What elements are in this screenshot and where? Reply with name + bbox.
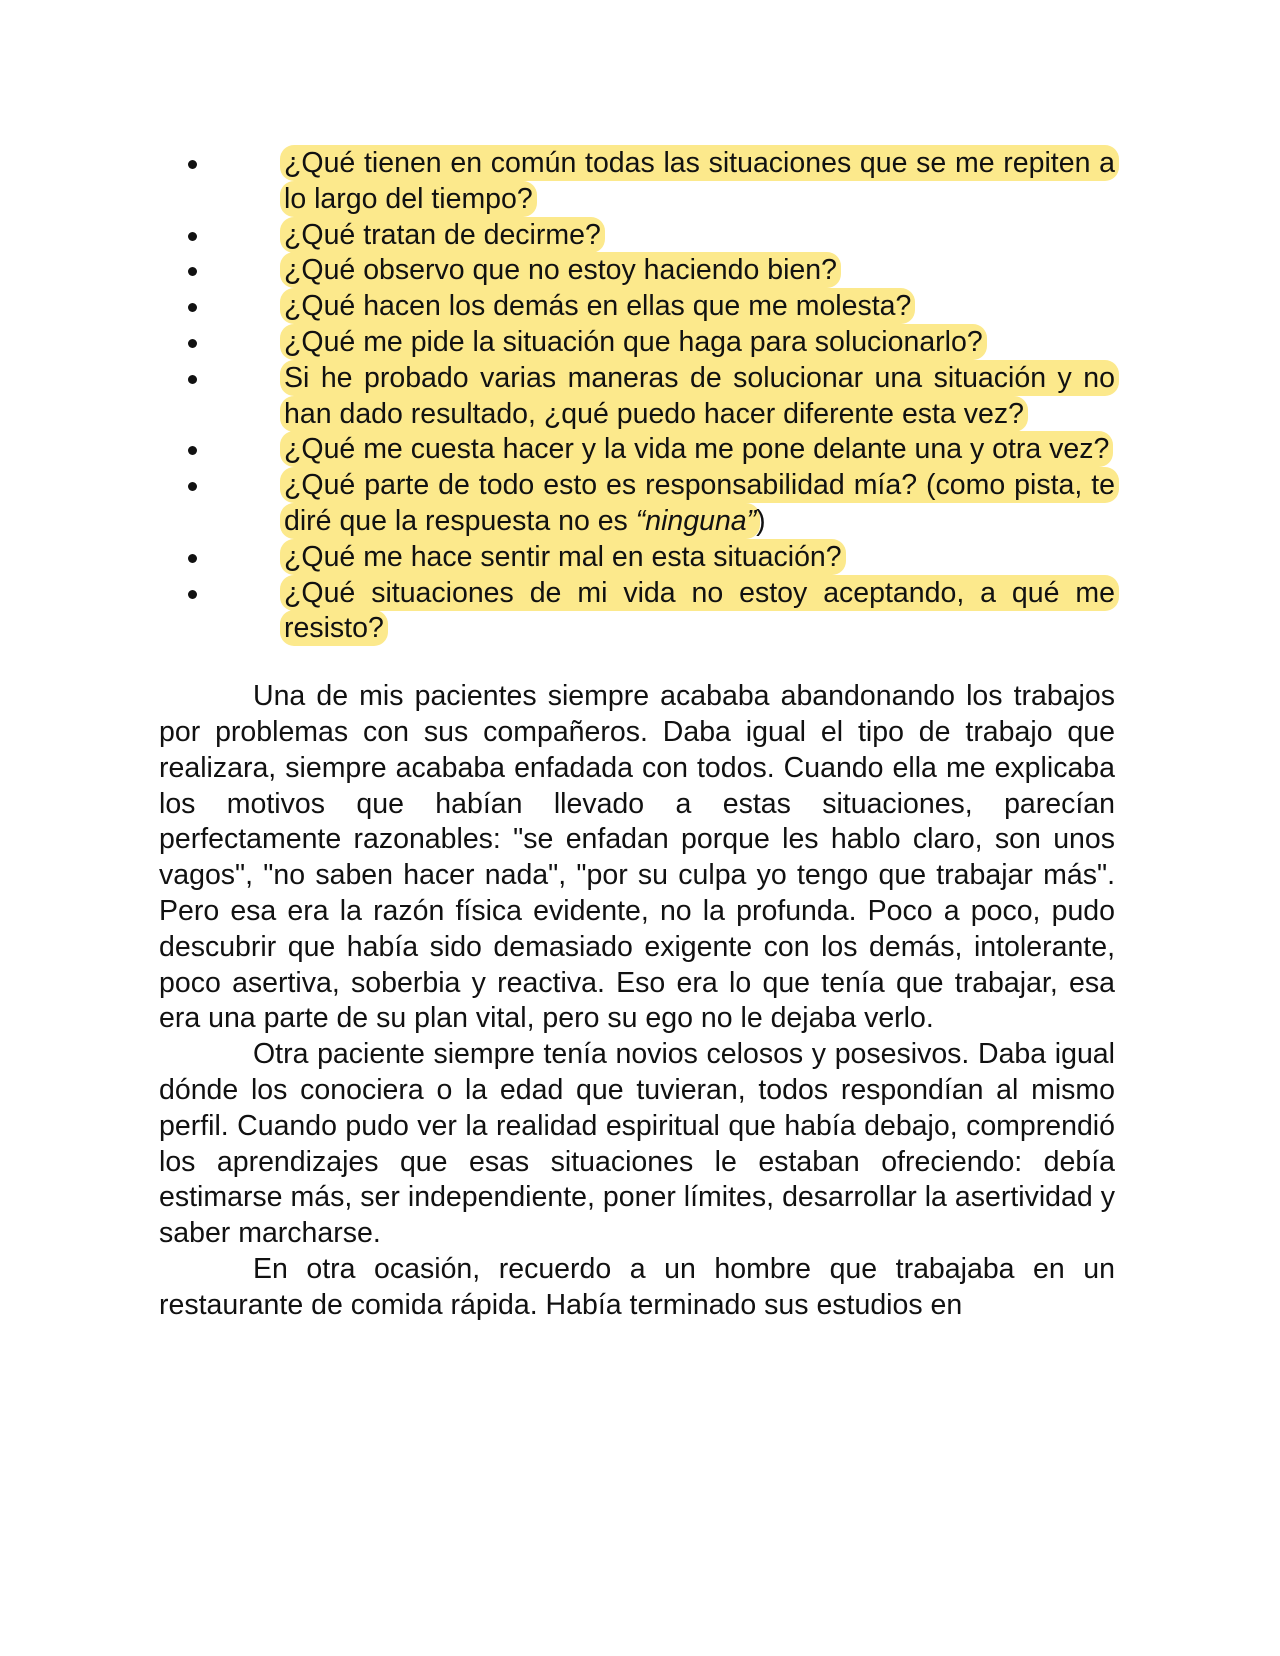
question-item bbox=[159, 540, 1115, 576]
question-emphasis: “ninguna” bbox=[635, 504, 757, 537]
document-page bbox=[159, 146, 1115, 1324]
bullet-icon bbox=[188, 160, 197, 169]
bullet-icon bbox=[188, 375, 197, 384]
question-item bbox=[159, 289, 1115, 325]
paragraph: En otra ocasión, recuerdo a un hombre que trabajaba en un restaurante de comida rápida. Había terminado sus estudios en bbox=[159, 1252, 1115, 1321]
question-text: ¿Qué hacen los demás en ellas que me molesta? bbox=[280, 288, 915, 324]
bullet-icon bbox=[188, 446, 197, 455]
question-text-end: ) bbox=[756, 504, 766, 537]
bullet-icon bbox=[188, 267, 197, 276]
question-list bbox=[159, 146, 1115, 647]
question-text-start: ¿Qué parte de todo esto es responsabilidad mía? (como pista, te diré que la respuesta no es bbox=[284, 469, 1115, 537]
bullet-icon bbox=[188, 590, 197, 599]
bullet-icon bbox=[188, 482, 197, 491]
question-item bbox=[159, 468, 1115, 540]
question-item bbox=[159, 432, 1115, 468]
paragraph: Otra paciente siempre tenía novios celosos y posesivos. Daba igual dónde los conociera o la edad que tuvieran, todos respondían al mismo perfil. Cuando pudo ver la realidad espiritual que había debajo, comprendió los aprendizajes que esas situaciones le estaban ofreciendo: debía estimarse más, ser independiente, poner límites, desarrollar la asertividad y saber marcharse. bbox=[159, 1038, 1115, 1250]
question-item bbox=[159, 361, 1115, 433]
paragraph: Una de mis pacientes siempre acababa abandonando los trabajos por problemas con sus compañeros. Daba igual el tipo de trabajo que realizara, siempre acababa enfadada con todos. Cuando ella me explicaba los motivos que habían llevado a estas situaciones, parecían perfectamente razonables: "se enfadan porque les hablo claro, son unos vagos", "no saben hacer nada", "por su culpa yo tengo que trabajar más". Pero esa era la razón física evidente, no la profunda. Poco a poco, pudo descubrir que había sido demasiado exigente con los demás, intolerante, poco asertiva, soberbia y reactiva. Eso era lo que tenía que trabajar, esa era una parte de su plan vital, pero su ego no le dejaba verlo. bbox=[159, 680, 1115, 1035]
question-text: ¿Qué me pide la situación que haga para solucionarlo? bbox=[280, 324, 987, 360]
question-text: ¿Qué me cuesta hacer y la vida me pone delante una y otra vez? bbox=[280, 431, 1113, 467]
bullet-icon bbox=[188, 232, 197, 241]
question-item bbox=[159, 218, 1115, 254]
question-text bbox=[280, 467, 1119, 539]
question-text: ¿Qué observo que no estoy haciendo bien? bbox=[280, 252, 841, 288]
question-text: ¿Qué me hace sentir mal en esta situación? bbox=[280, 539, 846, 575]
question-text: Si he probado varias maneras de solucionar una situación y no han dado resultado, ¿qué puedo hacer diferente esta vez? bbox=[280, 360, 1119, 432]
bullet-icon bbox=[188, 339, 197, 348]
question-text: ¿Qué tienen en común todas las situaciones que se me repiten a lo largo del tiempo? bbox=[280, 145, 1119, 217]
question-item bbox=[159, 146, 1115, 218]
bullet-icon bbox=[188, 554, 197, 563]
bullet-icon bbox=[188, 303, 197, 312]
question-text: ¿Qué tratan de decirme? bbox=[280, 217, 605, 253]
question-item bbox=[159, 253, 1115, 289]
body-text bbox=[159, 679, 1115, 1323]
question-text: ¿Qué situaciones de mi vida no estoy aceptando, a qué me resisto? bbox=[280, 575, 1119, 647]
question-item bbox=[159, 576, 1115, 648]
question-item bbox=[159, 325, 1115, 361]
